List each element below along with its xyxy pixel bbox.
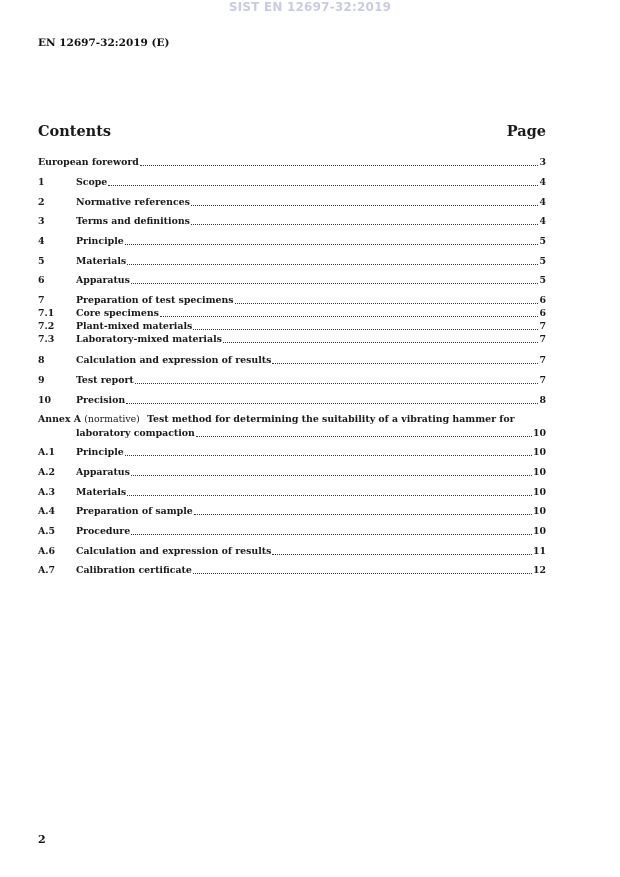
- toc-entry-title: Calibration certificate: [76, 565, 192, 576]
- document-id: EN 12697-32:2019 (E): [38, 37, 170, 49]
- toc-entry-3[interactable]: [38, 215, 546, 228]
- toc-entry-number: A.5: [38, 526, 56, 537]
- toc-leader: [160, 316, 539, 317]
- toc-entry-7-3[interactable]: [38, 333, 546, 346]
- toc-entry-page: 10: [532, 428, 546, 439]
- toc-leader: [235, 303, 539, 304]
- annex-title-line2: laboratory compaction: [76, 428, 195, 439]
- toc-entry-page: 10: [532, 487, 546, 498]
- toc-entry-foreword[interactable]: [38, 156, 546, 169]
- toc-entry-page: 4: [539, 216, 546, 227]
- toc-leader: [272, 363, 538, 364]
- toc-entry-page: 4: [539, 197, 546, 208]
- toc-entry-title: Materials: [76, 487, 127, 498]
- toc-leader: [196, 436, 532, 437]
- contents-heading: Contents: [38, 123, 112, 140]
- toc-entry-a-6[interactable]: [38, 545, 546, 558]
- toc-entry-number: 8: [38, 355, 45, 366]
- toc-leader: [125, 455, 532, 456]
- toc-entry-a-1[interactable]: [38, 446, 546, 459]
- toc-entry-title: Procedure: [76, 526, 131, 537]
- toc-entry-title: Principle: [76, 236, 124, 247]
- toc-entry-page: 7: [539, 334, 546, 345]
- toc-entry-number: A.6: [38, 546, 56, 557]
- toc-entry-7[interactable]: [38, 294, 546, 307]
- toc-header: [38, 123, 546, 143]
- toc-entry-number: 5: [38, 256, 45, 267]
- toc-leader: [131, 283, 539, 284]
- toc-entry-number: A.7: [38, 565, 56, 576]
- toc-entry-title: Terms and definitions: [76, 216, 190, 227]
- toc-entry-title: Normative references: [76, 197, 190, 208]
- toc-entry-number: 10: [38, 395, 52, 406]
- toc-leader: [126, 403, 538, 404]
- toc-entry-7-1[interactable]: [38, 307, 546, 320]
- toc-entry-title: Apparatus: [76, 467, 130, 478]
- toc-entry-annex-a-cont[interactable]: [38, 427, 546, 440]
- toc-entry-number: 7.1: [38, 308, 55, 319]
- toc-entry-page: 11: [532, 546, 546, 557]
- toc-entry-page: 6: [539, 295, 546, 306]
- toc-entry-4[interactable]: [38, 235, 546, 248]
- toc-entry-page: 7: [539, 355, 546, 366]
- toc-entry-title: Plant-mixed materials: [76, 321, 193, 332]
- toc-entry-page: 10: [532, 526, 546, 537]
- toc-entry-number: 7.2: [38, 321, 55, 332]
- toc-entry-title: Core specimens: [76, 308, 159, 319]
- toc-entry-page: 6: [539, 308, 546, 319]
- toc-leader: [223, 342, 539, 343]
- page-heading: Page: [506, 123, 546, 140]
- toc-entry-title: Calculation and expression of results: [76, 546, 272, 557]
- toc-entry-title: Materials: [76, 256, 127, 267]
- toc-entry-number: 3: [38, 216, 45, 227]
- toc-entry-a-5[interactable]: [38, 525, 546, 538]
- annex-label: Annex A: [38, 414, 81, 425]
- toc-leader: [125, 244, 539, 245]
- toc-entry-number: 7: [38, 295, 45, 306]
- toc-entry-page: 10: [532, 467, 546, 478]
- toc-entry-number: 6: [38, 275, 45, 286]
- toc-entry-page: 8: [539, 395, 546, 406]
- annex-qualifier: (normative): [84, 414, 140, 425]
- toc-entry-2[interactable]: [38, 196, 546, 209]
- toc-entry-page: 10: [532, 506, 546, 517]
- toc-entry-number: A.1: [38, 447, 56, 458]
- toc-entry-a-7[interactable]: [38, 564, 546, 577]
- toc-entry-page: 5: [539, 256, 546, 267]
- toc-entry-number: 2: [38, 197, 45, 208]
- toc-leader: [193, 329, 538, 330]
- toc-entry-title: Preparation of test specimens: [76, 295, 234, 306]
- toc-entry-page: 3: [539, 157, 546, 168]
- toc-entry-number: 1: [38, 177, 45, 188]
- toc-entry-title: Laboratory-mixed materials: [76, 334, 222, 345]
- toc-entry-title: Principle: [76, 447, 124, 458]
- toc-entry-title: Scope: [76, 177, 108, 188]
- toc-leader: [131, 475, 532, 476]
- toc-entry-page: 10: [532, 447, 546, 458]
- toc-entry-1[interactable]: [38, 176, 546, 189]
- toc-entry-title: Precision: [76, 395, 126, 406]
- toc-entry-a-3[interactable]: [38, 486, 546, 499]
- toc-entry-page: 5: [539, 275, 546, 286]
- toc-entry-number: 7.3: [38, 334, 55, 345]
- toc-leader: [127, 495, 532, 496]
- toc-entry-6[interactable]: [38, 274, 546, 287]
- toc-leader: [272, 554, 532, 555]
- toc-leader: [127, 264, 538, 265]
- toc-entry-page: 7: [539, 375, 546, 386]
- toc-entry-annex-a[interactable]: [38, 413, 546, 426]
- toc-entry-title: Calculation and expression of results: [76, 355, 272, 366]
- toc-leader: [191, 224, 539, 225]
- page-number: 2: [38, 833, 46, 846]
- toc-entry-page: 5: [539, 236, 546, 247]
- watermark: SIST EN 12697-32:2019: [228, 0, 392, 14]
- toc-entry-7-2[interactable]: [38, 320, 546, 333]
- toc-entry-title: Preparation of sample: [76, 506, 193, 517]
- toc-entry-8[interactable]: [38, 354, 546, 367]
- toc-entry-title: Apparatus: [76, 275, 130, 286]
- toc-entry-10[interactable]: [38, 394, 546, 407]
- toc-entry-page: 4: [539, 177, 546, 188]
- toc-leader: [135, 383, 539, 384]
- toc-entry-number: 9: [38, 375, 45, 386]
- toc-entry-title: Test report: [76, 375, 134, 386]
- toc-entry-number: A.4: [38, 506, 56, 517]
- toc-entry-9[interactable]: [38, 374, 546, 387]
- toc-leader: [140, 165, 539, 166]
- annex-title-line1: Test method for determining the suitability of a vibrating hammer for: [147, 414, 515, 425]
- toc-leader: [131, 534, 532, 535]
- toc-entry-a-2[interactable]: [38, 466, 546, 479]
- toc-entry-page: 12: [532, 565, 546, 576]
- toc-leader: [108, 185, 538, 186]
- toc-leader: [191, 205, 539, 206]
- toc-entry-number: 4: [38, 236, 45, 247]
- toc-entry-number: A.2: [38, 467, 56, 478]
- toc-entry-number: A.3: [38, 487, 56, 498]
- toc-leader: [193, 573, 532, 574]
- toc-leader: [194, 514, 532, 515]
- toc-entry-a-4[interactable]: [38, 505, 546, 518]
- toc-entry-5[interactable]: [38, 255, 546, 268]
- toc-entry-title: European foreword: [38, 157, 139, 168]
- toc-entry-page: 7: [539, 321, 546, 332]
